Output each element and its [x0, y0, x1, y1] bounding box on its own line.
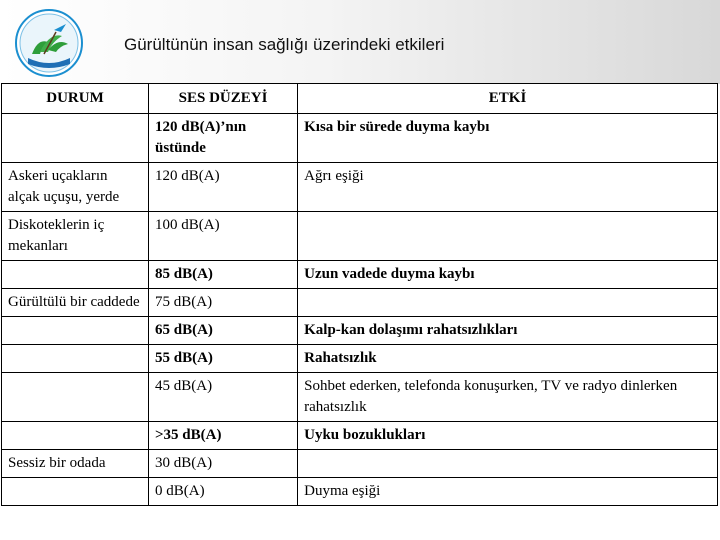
cell-durum: [2, 478, 149, 506]
cell-durum: [2, 317, 149, 345]
table-row: [2, 114, 718, 163]
ministry-logo-icon: [14, 8, 84, 78]
header-etki: ETKİ: [298, 84, 718, 114]
cell-durum: Sessiz bir odada: [2, 450, 149, 478]
cell-etki: Rahatsızlık: [298, 345, 718, 373]
table-row: [2, 212, 718, 261]
cell-ses: 65 dB(A): [149, 317, 298, 345]
table-header-row: [2, 84, 718, 114]
cell-etki: Uyku bozuklukları: [298, 422, 718, 450]
header-ses-duzeyi: SES DÜZEYİ: [149, 84, 298, 114]
cell-ses: 45 dB(A): [149, 373, 298, 422]
cell-etki: [298, 450, 718, 478]
cell-durum: Askeri uçakların alçak uçuşu, yerde: [2, 163, 149, 212]
table-row: [2, 450, 718, 478]
cell-etki: Sohbet ederken, telefonda konuşurken, TV ve radyo dinlerken rahatsızlık: [298, 373, 718, 422]
cell-durum: Gürültülü bir caddede: [2, 289, 149, 317]
table-row: [2, 317, 718, 345]
table-row: [2, 261, 718, 289]
table-row: [2, 478, 718, 506]
cell-durum: [2, 422, 149, 450]
table-row: [2, 345, 718, 373]
cell-ses: 55 dB(A): [149, 345, 298, 373]
cell-durum: Diskoteklerin iç mekanları: [2, 212, 149, 261]
page-title: Gürültünün insan sağlığı üzerindeki etkileri: [124, 35, 445, 54]
cell-etki: Ağrı eşiği: [298, 163, 718, 212]
cell-ses: 30 dB(A): [149, 450, 298, 478]
cell-ses: 75 dB(A): [149, 289, 298, 317]
table-row: [2, 422, 718, 450]
table-row: [2, 163, 718, 212]
cell-durum: [2, 345, 149, 373]
table-row: [2, 289, 718, 317]
cell-etki: Duyma eşiği: [298, 478, 718, 506]
cell-durum: [2, 114, 149, 163]
cell-ses: 100 dB(A): [149, 212, 298, 261]
table-row: [2, 373, 718, 422]
header-durum: DURUM: [2, 84, 149, 114]
cell-etki: [298, 289, 718, 317]
cell-ses: 0 dB(A): [149, 478, 298, 506]
cell-durum: [2, 373, 149, 422]
cell-ses: >35 dB(A): [149, 422, 298, 450]
cell-ses: 120 dB(A): [149, 163, 298, 212]
cell-etki: Uzun vadede duyma kaybı: [298, 261, 718, 289]
slide-header: [0, 0, 720, 84]
cell-ses: 120 dB(A)’nın üstünde: [149, 114, 298, 163]
cell-durum: [2, 261, 149, 289]
cell-etki: Kalp-kan dolaşımı rahatsızlıkları: [298, 317, 718, 345]
cell-etki: Kısa bir sürede duyma kaybı: [298, 114, 718, 163]
cell-etki: [298, 212, 718, 261]
cell-ses: 85 dB(A): [149, 261, 298, 289]
noise-effects-table: [1, 83, 718, 506]
